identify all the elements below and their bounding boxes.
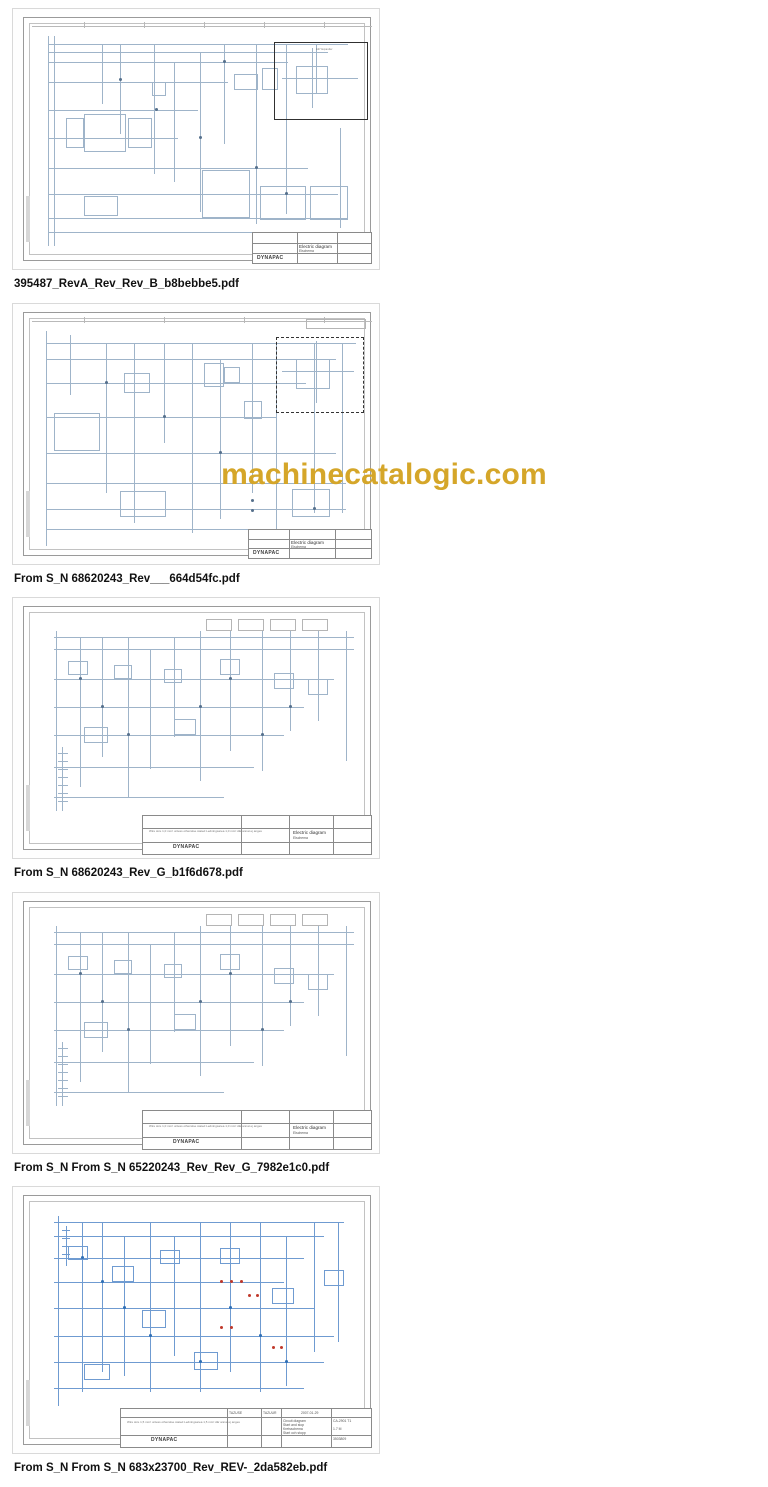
title-block [142, 1110, 372, 1150]
drawing-subtitle: Elschema [299, 249, 314, 253]
title-block [142, 815, 372, 855]
drawing-subtitle: Elschema [293, 836, 308, 841]
drawing-sheet [23, 901, 371, 1145]
title-block [252, 232, 372, 264]
sheet-edge-marker [26, 491, 30, 537]
drawing-subtitle: Elschema [291, 544, 306, 549]
drawing-title: Electric diagram [299, 244, 332, 249]
drawn-by-label: TAZUSE [229, 1411, 243, 1416]
sheet-edge-marker [26, 1080, 30, 1126]
thumbnail-caption: From S_N 68620243_Rev_G_b1f6d678.pdf [14, 867, 243, 880]
wire-note: Wire size 1,0 mm² unless otherwise stated Ledningsarea 1,0 mm² där annat ej anges [149, 1123, 262, 1128]
drawing-subtitle-3: Start och stopp [283, 1431, 306, 1436]
checked-by-label: TAZUUR [263, 1411, 277, 1416]
thumbnail-cell[interactable] [12, 303, 390, 588]
drawing-sheet [23, 312, 371, 556]
thumbnail-image-2[interactable] [12, 303, 380, 565]
thumbnail-caption: From S_N From S_N 65220243_Rev_Rev_G_7982e1c0.pdf [14, 1161, 330, 1174]
drawing-subtitle-2: Kretsschema [283, 1427, 303, 1432]
thumbnail-grid [12, 8, 756, 1487]
wire-note: Wire size 1,0 mm² unless otherwise stated Ledningsarea 1,0 mm² där annat ej anges [149, 829, 262, 834]
thumbnail-caption: From S_N 68620243_Rev___664d54fc.pdf [14, 572, 240, 585]
drawing-sheet: E27 Expander DYNAPAC Electric diagram Elschema [23, 17, 371, 261]
thumbnail-cell[interactable] [12, 892, 390, 1177]
watermark-text: machinecatalogic.com [221, 458, 547, 491]
sheet-edge-marker [26, 1380, 30, 1426]
rev-label: 1.7 M [333, 1427, 342, 1432]
title-block [120, 1408, 372, 1448]
brand-label: DYNAPAC [173, 844, 200, 851]
drawing-number: 3503809 [333, 1437, 347, 1442]
thumbnail-caption: 395487_RevA_Rev_Rev_B_b8bebbe5.pdf [14, 278, 240, 290]
brand-label: DYNAPAC [151, 1437, 178, 1444]
brand-label: DYNAPAC [173, 1138, 200, 1145]
drawing-subtitle: Start and stop [283, 1423, 305, 1428]
brand-label: DYNAPAC [257, 255, 284, 261]
thumbnail-image-5[interactable] [12, 1186, 380, 1454]
drawing-title: Electric diagram [293, 830, 326, 836]
brand-label: DYNAPAC [253, 549, 280, 556]
title-block [248, 529, 372, 559]
thumbnail-image-3[interactable] [12, 597, 380, 859]
drawing-title: Electric diagram [293, 1124, 326, 1130]
thumbnail-cell[interactable] [12, 597, 390, 882]
wire-note: Wire size 1,5 mm² unless otherwise stated Ledningsarea 1,5 mm² där annat ej anges [127, 1420, 240, 1425]
thumbnail-image-4[interactable] [12, 892, 380, 1154]
drawing-title: Electric diagram [291, 539, 324, 545]
drawing-subtitle: Elschema [293, 1130, 308, 1135]
date-label: 2007-01-29 [301, 1411, 319, 1416]
drawing-sheet [23, 1195, 371, 1445]
thumbnail-caption: From S_N From S_N 683x23700_Rev_REV-_2da582eb.pdf [14, 1462, 328, 1475]
sheet-edge-marker [26, 785, 30, 831]
drawing-sheet [23, 606, 371, 850]
doc-number: CA-2901 T1 [333, 1419, 352, 1424]
thumbnail-cell[interactable] [12, 1186, 390, 1477]
drawing-title: Circuit diagram [283, 1419, 306, 1424]
sheet-edge-marker [26, 196, 30, 242]
thumbnail-cell[interactable] [12, 8, 390, 293]
thumbnail-image-1[interactable] [12, 8, 380, 270]
